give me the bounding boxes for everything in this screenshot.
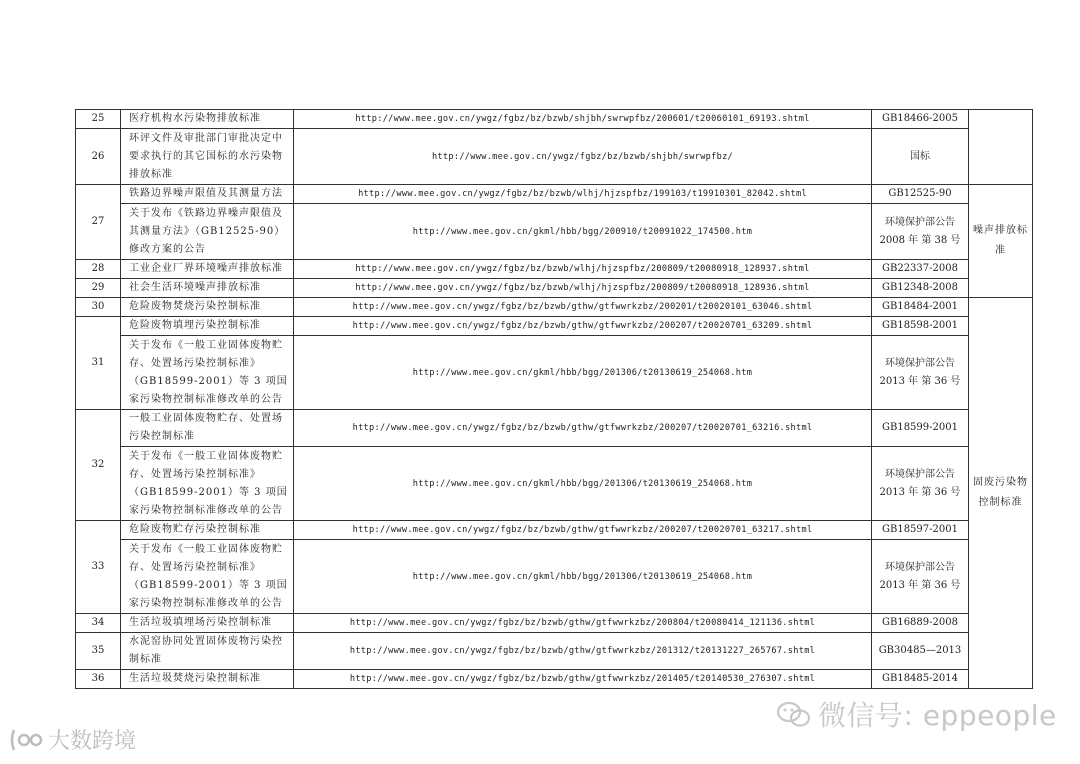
standard-code: GB16889-2008 (872, 614, 969, 633)
table-row (76, 185, 1033, 204)
table-row (76, 317, 1033, 336)
row-number: 35 (76, 633, 121, 670)
wechat-id-text: 微信号: eppeople (818, 699, 1057, 732)
table-row (76, 521, 1033, 540)
table-row (76, 260, 1033, 279)
wechat-icon (776, 701, 812, 729)
standard-name: 关于发布《一般工业固体废物贮存、处置场污染控制标准》（GB18599-2001）等 3 项国家污染物控制标准修改单的公告 (121, 540, 294, 614)
table-row (76, 204, 1033, 260)
table-row (76, 447, 1033, 521)
row-number: 28 (76, 260, 121, 279)
standard-url[interactable]: http://www.mee.gov.cn/gkml/hbb/bgg/201306/t20130619_254068.htm (294, 336, 872, 410)
standard-url[interactable]: http://www.mee.gov.cn/ywgz/fgbz/bz/bzwb/gthw/gtfwwrkzbz/200207/t20020701_63217.shtml (294, 521, 872, 540)
standard-code: 国标 (872, 129, 969, 185)
standard-code: GB22337-2008 (872, 260, 969, 279)
standard-name: 铁路边界噪声限值及其测量方法 (121, 185, 294, 204)
standard-url[interactable]: http://www.mee.gov.cn/ywgz/fgbz/bz/bzwb/gthw/gtfwwrkzbz/200804/t20080414_121136.shtml (294, 614, 872, 633)
category-noise: 噪声排放标准 (969, 185, 1033, 298)
standard-url[interactable]: http://www.mee.gov.cn/ywgz/fgbz/bz/bzwb/gthw/gtfwwrkzbz/200201/t20020101_63046.shtml (294, 298, 872, 317)
table-row (76, 279, 1033, 298)
standard-url[interactable]: http://www.mee.gov.cn/gkml/hbb/bgg/200910/t20091022_174500.htm (294, 204, 872, 260)
standard-code: GB18599-2001 (872, 410, 969, 447)
row-number: 31 (76, 317, 121, 410)
standard-url[interactable]: http://www.mee.gov.cn/gkml/hbb/bgg/201306/t20130619_254068.htm (294, 540, 872, 614)
standard-code: 环境保护部公告 2013 年 第 36 号 (872, 540, 969, 614)
row-number: 32 (76, 410, 121, 521)
brand-text: 大数跨境 (48, 729, 137, 754)
standard-code: GB18597-2001 (872, 521, 969, 540)
table-row (76, 670, 1033, 689)
standard-url[interactable]: http://www.mee.gov.cn/gkml/hbb/bgg/201306/t20130619_254068.htm (294, 447, 872, 521)
row-number: 26 (76, 129, 121, 185)
row-number: 30 (76, 298, 121, 317)
standard-code: GB30485—2013 (872, 633, 969, 670)
standard-url[interactable]: http://www.mee.gov.cn/ywgz/fgbz/bz/bzwb/wlhj/hjzspfbz/199103/t19910301_82042.shtml (294, 185, 872, 204)
standard-url[interactable]: http://www.mee.gov.cn/ywgz/fgbz/bz/bzwb/gthw/gtfwwrkzbz/200207/t20020701_63209.shtml (294, 317, 872, 336)
standard-code: 环境保护部公告 2013 年 第 36 号 (872, 447, 969, 521)
row-number: 34 (76, 614, 121, 633)
standard-name: 关于发布《一般工业固体废物贮存、处置场污染控制标准》（GB18599-2001）等 3 项国家污染物控制标准修改单的公告 (121, 447, 294, 521)
standard-code: GB18484-2001 (872, 298, 969, 317)
row-number: 27 (76, 185, 121, 260)
table-row (76, 633, 1033, 670)
table-row (76, 298, 1033, 317)
standard-name: 水泥窑协同处置固体废物污染控制标准 (121, 633, 294, 670)
standard-name: 危险废物填埋污染控制标准 (121, 317, 294, 336)
table-row (76, 336, 1033, 410)
standard-code: GB18598-2001 (872, 317, 969, 336)
standard-code: GB12348-2008 (872, 279, 969, 298)
table-row (76, 110, 1033, 129)
standard-url[interactable]: http://www.mee.gov.cn/ywgz/fgbz/bz/bzwb/shjbh/swrwpfbz/ (294, 129, 872, 185)
standard-name: 一般工业固体废物贮存、处置场污染控制标准 (121, 410, 294, 447)
standard-url[interactable]: http://www.mee.gov.cn/ywgz/fgbz/bz/bzwb/gthw/gtfwwrkzbz/201405/t20140530_276307.shtml (294, 670, 872, 689)
category-solid-waste: 固废污染物控制标准 (969, 298, 1033, 689)
category-cell-empty (969, 110, 1033, 185)
standard-code: GB12525-90 (872, 185, 969, 204)
table-row (76, 540, 1033, 614)
standard-name: 危险废物贮存污染控制标准 (121, 521, 294, 540)
standard-name: 生活垃圾填埋场污染控制标准 (121, 614, 294, 633)
standard-url[interactable]: http://www.mee.gov.cn/ywgz/fgbz/bz/bzwb/gthw/gtfwwrkzbz/201312/t20131227_265767.shtml (294, 633, 872, 670)
standard-code: GB18485-2014 (872, 670, 969, 689)
table-row (76, 129, 1033, 185)
row-number: 33 (76, 521, 121, 614)
row-number: 29 (76, 279, 121, 298)
row-number: 25 (76, 110, 121, 129)
standard-name: 医疗机构水污染物排放标准 (121, 110, 294, 129)
row-number: 36 (76, 670, 121, 689)
standard-code: 环境保护部公告 2013 年 第 36 号 (872, 336, 969, 410)
brand-watermark (8, 724, 136, 755)
standard-name: 社会生活环境噪声排放标准 (121, 279, 294, 298)
standard-name: 关于发布《一般工业固体废物贮存、处置场污染控制标准》（GB18599-2001）等 3 项国家污染物控制标准修改单的公告 (121, 336, 294, 410)
standard-name: 危险废物焚烧污染控制标准 (121, 298, 294, 317)
standard-name: 关于发布《铁路边界噪声限值及其测量方法》（GB12525-90）修改方案的公告 (121, 204, 294, 260)
table-row (76, 410, 1033, 447)
standard-name: 环评文件及审批部门审批决定中要求执行的其它国标的水污染物排放标准 (121, 129, 294, 185)
standard-name: 工业企业厂界环境噪声排放标准 (121, 260, 294, 279)
wechat-watermark (776, 694, 1057, 734)
brand-logo-icon (8, 726, 48, 754)
standard-code: GB18466-2005 (872, 110, 969, 129)
standard-url[interactable]: http://www.mee.gov.cn/ywgz/fgbz/bz/bzwb/gthw/gtfwwrkzbz/200207/t20020701_63216.shtml (294, 410, 872, 447)
standard-url[interactable]: http://www.mee.gov.cn/ywgz/fgbz/bz/bzwb/wlhj/hjzspfbz/200809/t20080918_128936.shtml (294, 279, 872, 298)
standard-url[interactable]: http://www.mee.gov.cn/ywgz/fgbz/bz/bzwb/shjbh/swrwpfbz/200601/t20060101_69193.shtml (294, 110, 872, 129)
standards-table (75, 109, 1033, 689)
standard-code: 环境保护部公告 2008 年 第 38 号 (872, 204, 969, 260)
table-row (76, 614, 1033, 633)
standard-name: 生活垃圾焚烧污染控制标准 (121, 670, 294, 689)
standard-url[interactable]: http://www.mee.gov.cn/ywgz/fgbz/bz/bzwb/wlhj/hjzspfbz/200809/t20080918_128937.shtml (294, 260, 872, 279)
